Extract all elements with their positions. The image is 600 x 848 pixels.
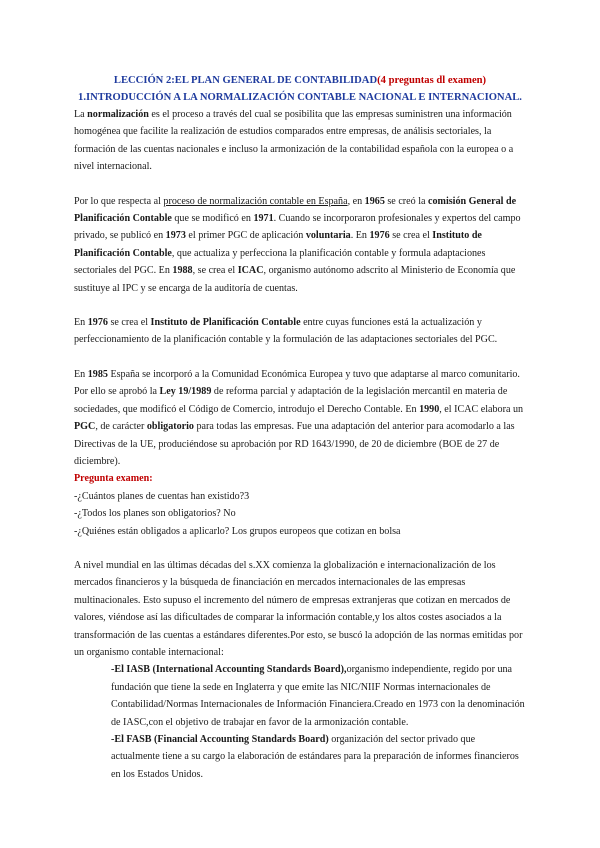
text-bold: -El FASB (Financial Accounting Standards Board) — [111, 734, 329, 745]
text-bold: 1971 — [253, 213, 274, 225]
text-bold: 1990 — [419, 403, 440, 415]
text: se creó la — [384, 195, 429, 207]
text-underlined: proceso de normalización contable en España — [163, 195, 348, 207]
text: En — [74, 317, 88, 329]
paragraph-cee — [74, 366, 526, 470]
paragraph-iasb — [74, 661, 526, 731]
paragraph-fasb — [74, 731, 526, 783]
text-bold: comisión General de Planificación Contable — [74, 195, 517, 225]
text-bold: 1965 — [364, 195, 385, 207]
text-bold: 1976 — [87, 317, 108, 329]
section-title: 1.INTRODUCCIÓN A LA NORMALIZACIÓN CONTABLE NACIONAL E INTERNACIONAL. — [78, 92, 522, 103]
text: , de carácter — [95, 421, 147, 433]
text: . En — [350, 230, 370, 242]
text-bold: obligatorio — [146, 421, 194, 433]
text: entre cuyas funciones está la actualización y perfeccionamiento de la planificación contable y la formulación de las adaptaciones sectoriales del PGC. — [74, 317, 498, 346]
text-bold: Instituto de Planificación Contable — [150, 317, 301, 329]
text: , que actualiza y perfecciona la planificación contable y formula adaptaciones sectoriales del PGC. En — [74, 247, 486, 277]
text: En — [74, 368, 88, 380]
paragraph-normalizacion — [74, 106, 526, 176]
text-bold: -El IASB (International Accounting Standards Board), — [111, 664, 347, 676]
text: es el proceso a través del cual se posibilita que las empresas suministren una información homogénea que facilite la realización de estudios comparados entre empresas, de análisis sectoriales, la formación de las cuentas nacionales e incluso la armonización de la contabilidad española con la europea o a nivel internacional. — [74, 109, 514, 173]
exam-question-3: -¿Quiénes están obligados a aplicarlo? Los grupos europeos que cotizan en bolsa — [74, 525, 401, 537]
lesson-title-text: LECCIÓN 2:EL PLAN GENERAL DE CONTABILIDAD — [113, 75, 378, 86]
text-bold: Instituto de Planificación Contable — [74, 230, 482, 259]
text: organismo independiente, regido por una fundación que tiene la sede en Inglaterra y que emite las NIC/NIIF Normas internacionales de Contabilidad/Normas Internacionales de Información Financiera.Creado en 1973 con la denominación de IASC,con el objetivo de trabajar en favor de la armonización contable. — [111, 664, 525, 728]
exam-questions-note: (4 preguntas dl examen) — [377, 75, 487, 86]
exam-question-1: -¿Cuántos planes de cuentas han existido?3 — [74, 490, 250, 502]
exam-question-heading: Pregunta examen: — [74, 473, 153, 485]
text: que se modificó en — [171, 213, 254, 225]
text: de reforma parcial y adaptación de la legislación mercantil en materia de sociedades, que modificó el Código de Comercio, introdujo el Derecho Contable. En — [74, 386, 508, 415]
paragraph-proceso-espana — [74, 193, 526, 297]
text-bold: ICAC — [237, 265, 264, 277]
exam-question-2: -¿Todos los planes son obligatorios? No — [74, 508, 236, 520]
text-bold: voluntaria — [305, 230, 351, 242]
text: La — [74, 109, 88, 120]
text-bold: Ley 19/1989 — [159, 386, 212, 398]
text: organización del sector privado que actualmente tiene a su cargo la elaboración de estándares para la preparación de informes financieros en los Estados Unidos. — [111, 734, 519, 780]
text-bold: normalización — [87, 109, 149, 120]
text: . Cuando se incorporaron profesionales y expertos del campo privado, se publicó en — [74, 213, 521, 242]
text: el primer PGC de aplicación — [185, 230, 306, 242]
text: se crea el — [107, 317, 151, 329]
text: , organismo autónomo adscrito al Ministerio de Economía que sustituye al IPC y se encarga de la auditoría de cuentas. — [74, 265, 516, 294]
paragraph-globalizacion: A nivel mundial en las últimas décadas del s.XX comienza la globalización e internacionalización de los mercados financieros y la búsqueda de financiación en mercados internacionales de las empresas multinacionales. Esto supuso el incremento del número de empresas extranjeras que cotizan en mercados de valores, viéndose así las dificultades de comparar la información contable,y los altos costes asociados a la transformación de las cuentas a estándares diferentes.Por esto, se buscó la adopción de las normas emitidas por un organismo contable internacional: — [74, 559, 523, 658]
text: , en — [347, 195, 365, 207]
text-bold: 1985 — [87, 368, 108, 380]
text: para todas las empresas. Fue una adaptación del anterior para acomodarlo a las Directivas de la UE, produciéndose su aprobación por RD 1643/1990, de 20 de diciembre (BOE de 27 de diciembre). — [74, 421, 515, 467]
lesson-title — [74, 72, 526, 89]
paragraph-instituto — [74, 314, 526, 349]
text: se crea el — [389, 230, 433, 242]
text-bold: PGC — [74, 421, 96, 433]
text-bold: 1988 — [172, 265, 193, 277]
text: , el ICAC elabora un — [439, 403, 524, 415]
text-bold: 1973 — [165, 230, 186, 242]
text: , se crea el — [192, 265, 238, 277]
text-bold: 1976 — [369, 230, 390, 242]
text: Por lo que respecta al — [74, 195, 164, 207]
text: España se incorporó a la Comunidad Económica Europea y tuvo que adaptarse al marco comunitario. Por ello se aprobó la — [74, 368, 520, 398]
